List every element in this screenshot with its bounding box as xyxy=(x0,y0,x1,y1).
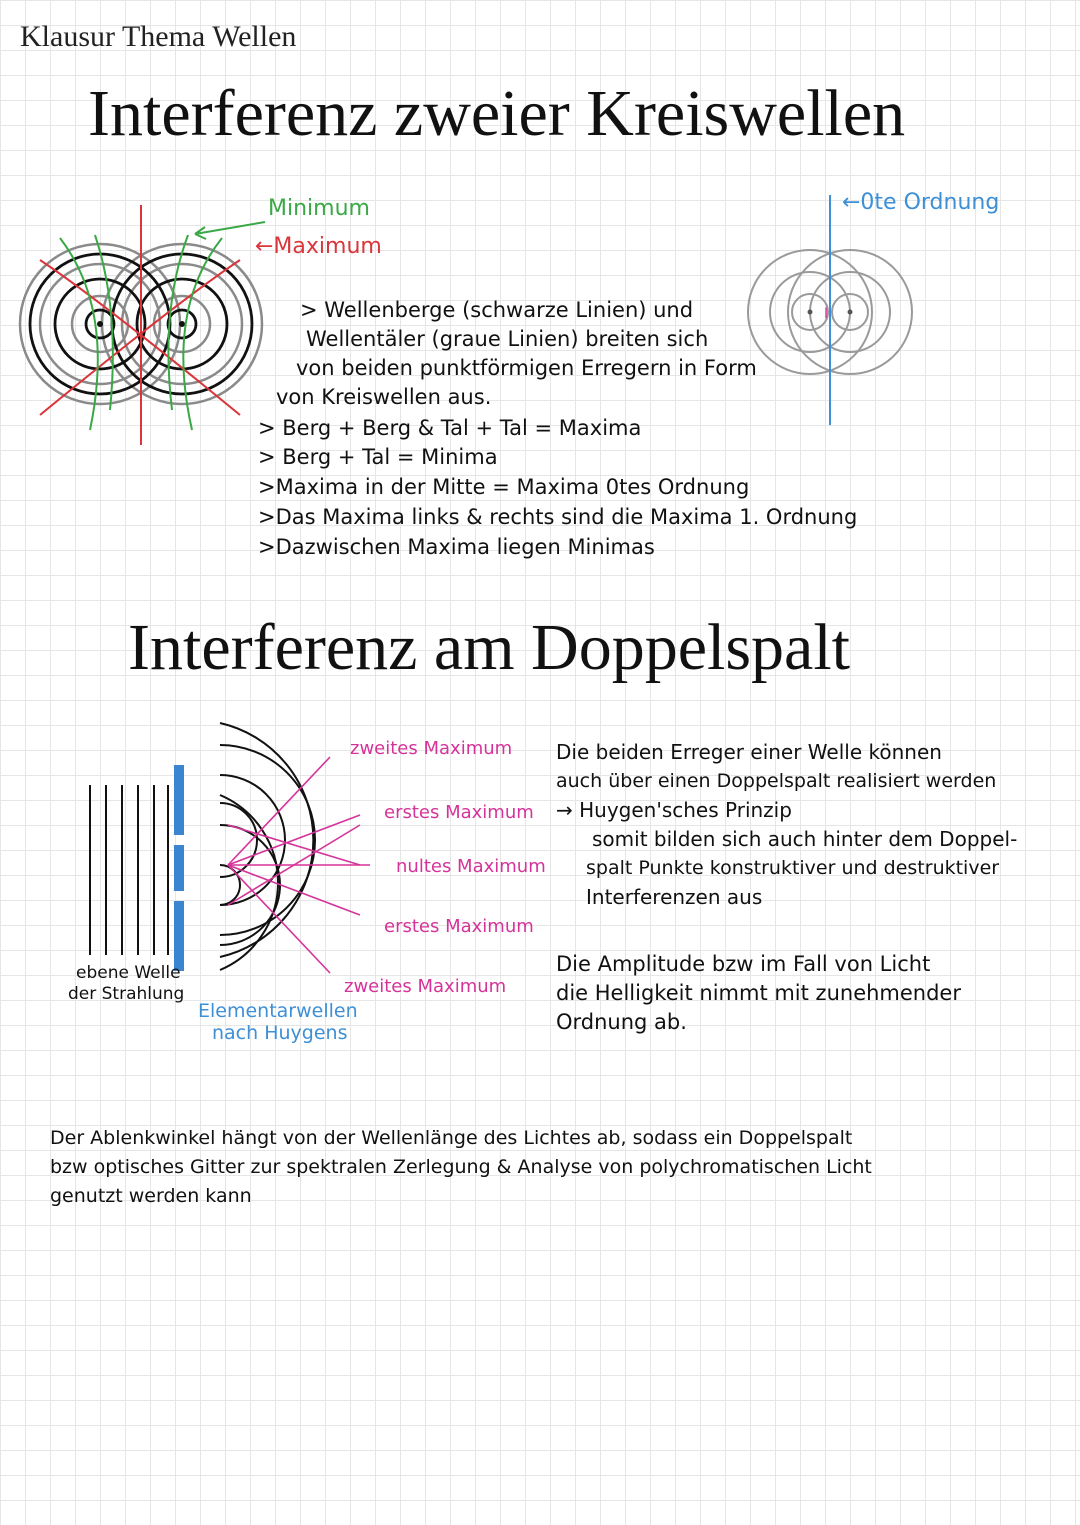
notes-a-line-2: auch über einen Doppelspalt realisiert werden xyxy=(556,770,997,792)
label-maximum-first-top: erstes Maximum xyxy=(384,802,534,823)
label-maximum-first-bottom: erstes Maximum xyxy=(384,916,534,937)
label-plane-wave-1: ebene Welle xyxy=(76,963,181,983)
section-title-kreiswellen: Interferenz zweier Kreiswellen xyxy=(88,77,906,150)
note-line-9: >Dazwischen Maxima liegen Minimas xyxy=(258,535,655,559)
two-circular-waves-diagram xyxy=(0,190,300,450)
svg-text:I: I xyxy=(824,306,829,322)
footer-line-3: genutzt werden kann xyxy=(50,1185,252,1207)
label-maximum-zero: nultes Maximum xyxy=(396,856,546,877)
label-maximum-second-top: zweites Maximum xyxy=(350,738,513,759)
double-slit-diagram xyxy=(60,715,360,985)
doppelspalt-notes-a xyxy=(556,738,1017,912)
notes-b-line-1: Die Amplitude bzw im Fall von Licht xyxy=(556,952,931,976)
label-zero-order: ←0te Ordnung xyxy=(842,190,1000,215)
label-minimum: Minimum xyxy=(268,196,370,221)
note-line-1: > Wellenberge (schwarze Linien) und xyxy=(300,298,694,322)
note-line-4: von Kreiswellen aus. xyxy=(276,385,492,409)
notes-a-line-3: → Huygen'sches Prinzip xyxy=(556,798,792,822)
note-line-5: > Berg + Berg & Tal + Tal = Maxima xyxy=(258,416,642,440)
label-elementary-2: nach Huygens xyxy=(212,1022,348,1044)
note-line-7: >Maxima in der Mitte = Maxima 0tes Ordnung xyxy=(258,475,750,499)
document-header: Klausur Thema Wellen xyxy=(20,20,297,53)
note-line-8: >Das Maxima links & rechts sind die Maxima 1. Ordnung xyxy=(258,505,858,529)
note-line-6: > Berg + Tal = Minima xyxy=(258,445,498,469)
footer-notes xyxy=(50,1124,872,1211)
notes-a-line-4: somit bilden sich auch hinter dem Doppel- xyxy=(592,827,1018,851)
footer-line-1: Der Ablenkwinkel hängt von der Wellenlänge des Lichtes ab, sodass ein Doppelspalt xyxy=(50,1127,853,1149)
notes-b-line-3: Ordnung ab. xyxy=(556,1010,687,1034)
note-line-3: von beiden punktförmigen Erregern in Form xyxy=(296,356,757,380)
notes-a-line-5: spalt Punkte konstruktiver und destruktiver xyxy=(586,857,1000,879)
label-elementary-1: Elementarwellen xyxy=(198,1000,358,1022)
label-maximum-second-bottom: zweites Maximum xyxy=(344,976,507,997)
label-plane-wave-2: der Strahlung xyxy=(68,984,185,1004)
notes-a-line-6: Interferenzen aus xyxy=(586,885,763,909)
footer-line-2: bzw optisches Gitter zur spektralen Zerlegung & Analyse von polychromatischen Licht xyxy=(50,1156,872,1178)
notes-a-line-1: Die beiden Erreger einer Welle können xyxy=(556,740,942,764)
zero-order-diagram xyxy=(720,190,940,430)
note-line-2: Wellentäler (graue Linien) breiten sich xyxy=(306,327,709,351)
notes-b-line-2: die Helligkeit nimmt mit zunehmender xyxy=(556,981,961,1005)
label-maximum: ←Maximum xyxy=(255,234,382,259)
doppelspalt-notes-b xyxy=(556,950,961,1037)
section-title-doppelspalt: Interferenz am Doppelspalt xyxy=(128,611,851,684)
